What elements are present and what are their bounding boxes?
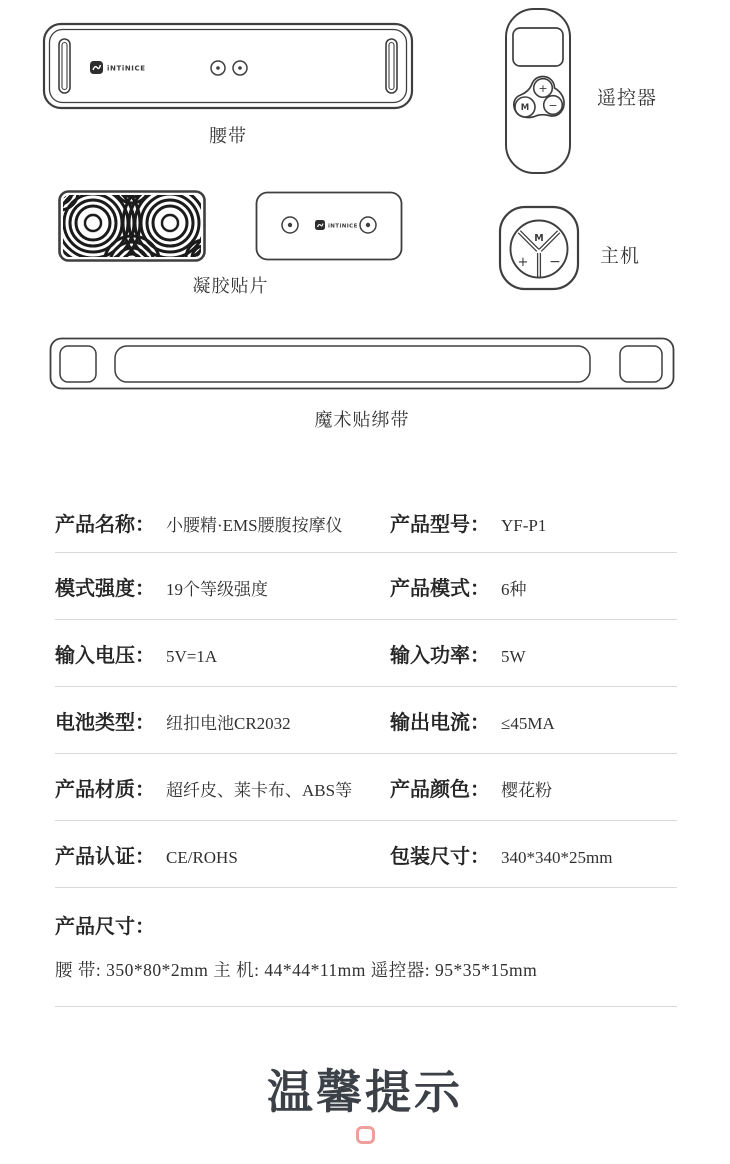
remote-diagram [504, 7, 572, 175]
remote-mode-glyph: M [520, 103, 530, 114]
belt-label: 腰带 [209, 126, 247, 146]
spec-label: 输出电流： [390, 711, 490, 734]
spec-label: 产品模式： [390, 577, 490, 600]
remote-label: 遥控器 [597, 88, 658, 109]
pad-snap-button-icon [282, 217, 298, 233]
brand-logo-text: iNTiNICE [107, 64, 146, 73]
remote-screen [513, 28, 563, 66]
spec-label: 产品认证： [55, 845, 155, 868]
spec-value: ≤45MA [501, 713, 555, 733]
brand-logo-icon [90, 61, 103, 74]
spec-label: 输入电压： [55, 644, 155, 667]
gel-pad-patterned-diagram [58, 190, 206, 262]
host-diagram [498, 205, 580, 291]
pad-snap-button-icon [360, 217, 376, 233]
spec-label: 包装尺寸： [390, 845, 490, 868]
host-label: 主机 [600, 246, 641, 267]
spec-label: 产品名称： [55, 513, 155, 536]
strap-right-square [620, 346, 662, 382]
host-plus-glyph: + [517, 255, 529, 270]
spec-row [55, 620, 677, 687]
belt-snap-button-icon [211, 61, 225, 75]
spec-value: 超纤皮、莱卡布、ABS等 [166, 780, 353, 800]
warm-tips-title: 温馨提示 [267, 1067, 463, 1118]
spec-label: 输入功率： [390, 644, 490, 667]
belt-right-slot-inner [389, 43, 394, 90]
belt-left-slot [59, 39, 70, 93]
product-size-block [55, 888, 677, 1007]
gel-pad-hole [85, 215, 101, 231]
remote-plus-glyph: + [538, 82, 548, 95]
belt-diagram [42, 22, 414, 110]
spec-value: 纽扣电池CR2032 [166, 713, 291, 733]
size-value: 腰 带: 350*80*2mm 主 机: 44*44*11mm 遥控器: 95*35*15mm [55, 960, 538, 980]
belt-snap-button-icon [233, 61, 247, 75]
strap-diagram [49, 337, 675, 390]
strap-left-square [60, 346, 96, 382]
spec-value: CE/ROHS [166, 847, 238, 867]
remote-minus-glyph: − [548, 98, 558, 112]
strap-center-panel [115, 346, 590, 382]
spec-value: 5W [501, 646, 526, 666]
spec-label: 产品型号： [390, 513, 490, 536]
spec-value: 5V=1A [166, 646, 218, 666]
spec-row [55, 821, 677, 888]
brand-logo-icon [315, 220, 325, 230]
spec-row [55, 754, 677, 821]
spec-label: 电池类型： [55, 711, 155, 734]
spec-label: 产品颜色： [390, 778, 490, 801]
pink-rounded-square-icon [356, 1126, 375, 1144]
spec-value: 6种 [501, 579, 527, 599]
spec-value: 19个等级强度 [166, 579, 268, 599]
spec-label: 产品材质： [55, 778, 155, 801]
spec-value: 樱花粉 [501, 780, 552, 800]
spec-label: 模式强度： [55, 577, 155, 600]
strap-label: 魔术贴绑带 [314, 410, 410, 430]
spec-table [55, 492, 677, 1007]
host-minus-glyph: − [549, 254, 561, 270]
spec-value: 340*340*25mm [501, 847, 613, 867]
belt-right-slot [386, 39, 397, 93]
brand-logo-text: iNTiNICE [328, 223, 358, 230]
spec-row [55, 553, 677, 620]
spec-row [55, 492, 677, 553]
belt-left-slot-inner [62, 43, 67, 90]
spec-value: 小腰精·EMS腰腹按摩仪 [166, 515, 343, 535]
size-label: 产品尺寸： [55, 916, 155, 938]
spec-row [55, 687, 677, 754]
belt-inner-outline [50, 30, 407, 103]
gel-pad-label: 凝胶贴片 [192, 276, 269, 296]
gel-pad-hole [162, 215, 178, 231]
host-mode-glyph: M [534, 233, 544, 244]
spec-value: YF-P1 [501, 515, 547, 535]
gel-pad-plain-diagram [255, 191, 403, 261]
